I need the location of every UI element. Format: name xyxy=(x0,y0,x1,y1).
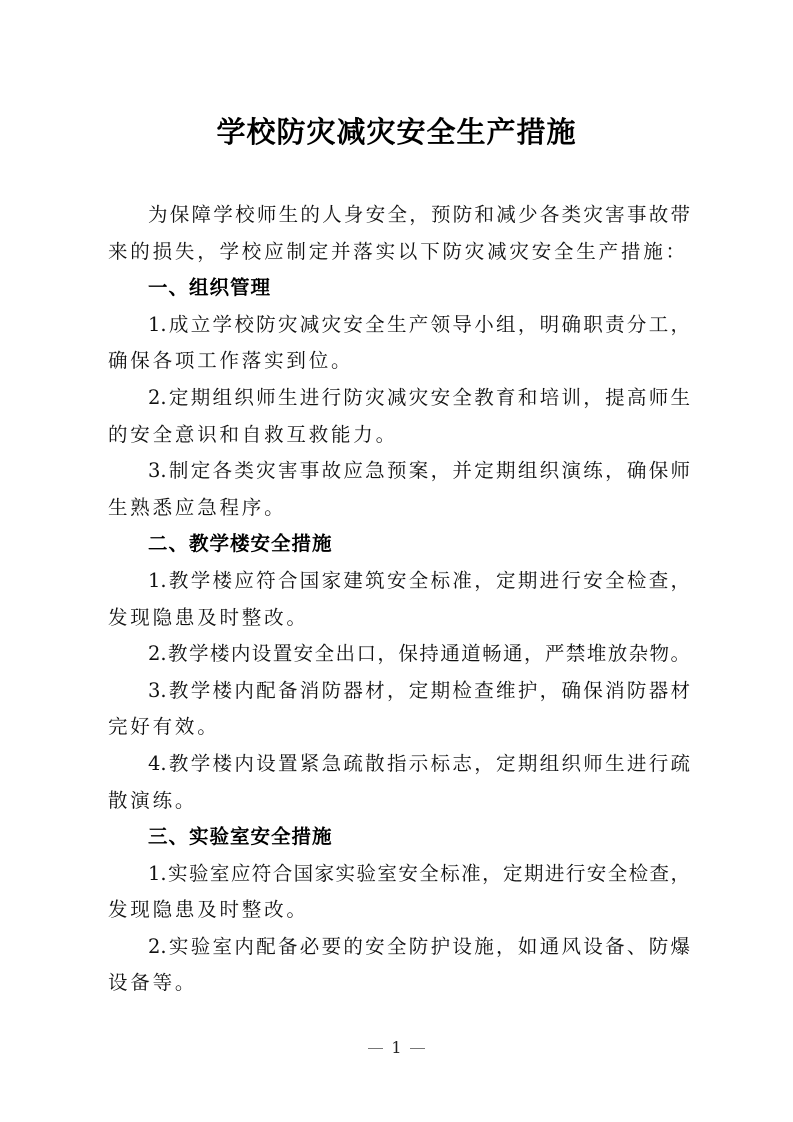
document-title: 学校防灾减灾安全生产措施 xyxy=(216,115,577,149)
page-footer xyxy=(0,1038,793,1057)
paragraph-line: 2.实验室内配备必要的安全防护设施，如通风设备、防爆 xyxy=(148,934,690,958)
paragraph-line: 发现隐患及时整改。 xyxy=(108,898,309,922)
footer-dash-right xyxy=(410,1048,425,1049)
paragraph-line: 确保各项工作落实到位。 xyxy=(108,349,354,373)
paragraph-line: 发现隐患及时整改。 xyxy=(108,605,309,629)
paragraph-line: 3.制定各类灾害事故应急预案，并定期组织演练，确保师 xyxy=(148,459,690,483)
paragraph-line: 1.成立学校防灾减灾安全生产领导小组，明确职责分工， xyxy=(148,312,690,336)
paragraph-line: 1.实验室应符合国家实验室安全标准，定期进行安全检查， xyxy=(148,861,690,885)
intro-line: 为保障学校师生的人身安全，预防和减少各类灾害事故带 xyxy=(148,203,690,226)
paragraph-line: 3.教学楼内配备消防器材，定期检查维护，确保消防器材 xyxy=(148,678,690,702)
paragraph-line: 2.教学楼内设置安全出口，保持通道畅通，严禁堆放杂物。 xyxy=(148,642,690,666)
section-heading: 二、教学楼安全措施 xyxy=(148,532,333,556)
section-heading: 一、组织管理 xyxy=(148,276,272,300)
paragraph-line: 生熟悉应急程序。 xyxy=(108,495,287,519)
page-number: 1 xyxy=(391,1038,402,1057)
paragraph-line: 4.教学楼内设置紧急疏散指示标志，定期组织师生进行疏 xyxy=(148,751,690,775)
paragraph-line: 的安全意识和自救互救能力。 xyxy=(108,422,398,446)
paragraph-line: 散演练。 xyxy=(108,788,198,812)
section-heading: 三、实验室安全措施 xyxy=(148,825,333,849)
paragraph-line: 2.定期组织师生进行防灾减灾安全教育和培训，提高师生 xyxy=(148,385,690,409)
document-body xyxy=(108,197,690,1002)
paragraph-line: 1.教学楼应符合国家建筑安全标准，定期进行安全检查， xyxy=(148,568,690,592)
footer-dash-left xyxy=(368,1048,383,1049)
paragraph-line: 设备等。 xyxy=(108,971,198,995)
intro-line: 来的损失，学校应制定并落实以下防灾减灾安全生产措施： xyxy=(108,239,688,263)
paragraph-line: 完好有效。 xyxy=(108,715,220,739)
